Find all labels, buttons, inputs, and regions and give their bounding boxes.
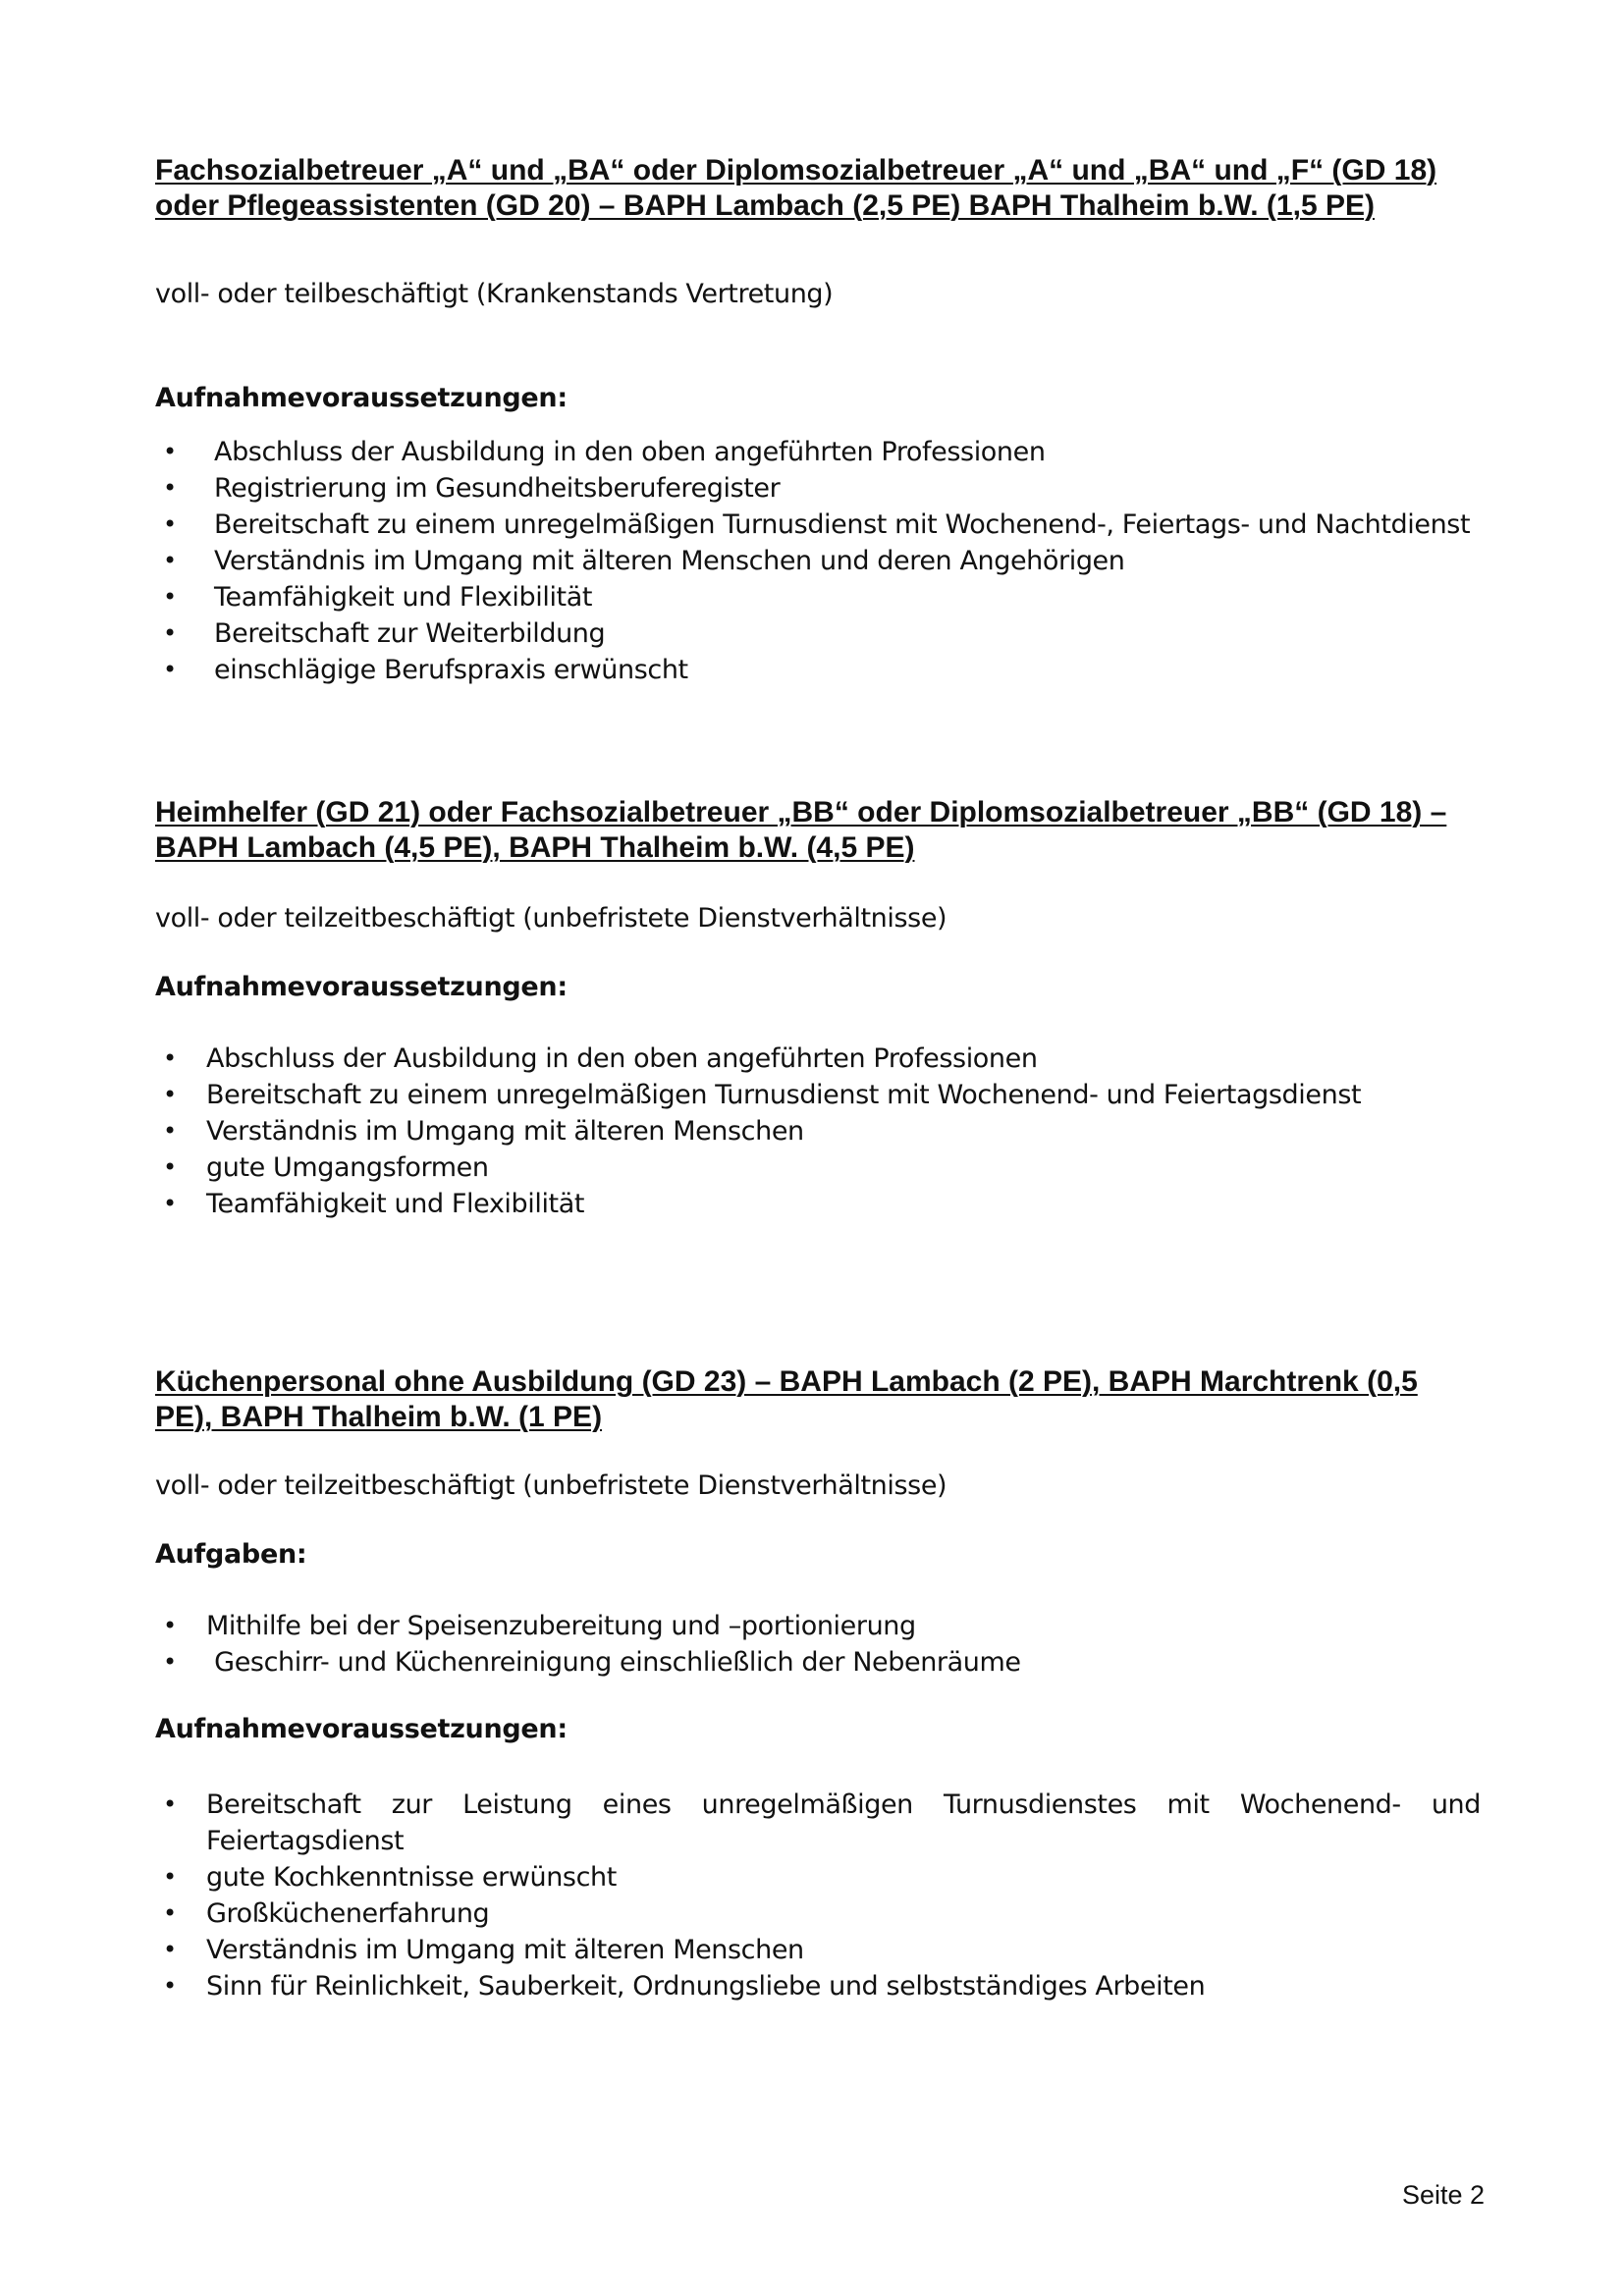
list-item: • Teamfähigkeit und Flexibilität [155,579,1481,615]
requirements-list [155,1041,1481,1222]
list-item: • gute Kochkenntnisse erwünscht [155,1859,1481,1896]
bullet-icon: • [163,1153,177,1181]
bullet-icon: • [163,1790,177,1818]
bullet-icon: • [163,1972,177,2000]
list-item: • Geschirr- und Küchenreinigung einschließlich der Nebenräume [155,1644,1481,1681]
bullet-icon: • [163,438,177,465]
bullet-icon: • [163,547,177,574]
bullet-icon: • [163,1117,177,1145]
list-item: • Großküchenerfahrung [155,1896,1481,1932]
requirements-label: Aufnahmevoraussetzungen: [155,972,568,1002]
bullet-icon: • [163,474,177,502]
bullet-icon: • [163,1044,177,1072]
bullet-icon: • [163,1190,177,1217]
page-number: Seite 2 [1402,2180,1486,2210]
requirements-list [155,1787,1481,2004]
tasks-list [155,1608,1481,1681]
requirements-label: Aufnahmevoraussetzungen: [155,1714,568,1744]
list-item: • einschlägige Berufspraxis erwünscht [155,652,1481,688]
list-item: • Bereitschaft zu einem unregelmäßigen Turnusdienst mit Wochenend-, Feiertags- und Nachtdienst [155,507,1481,543]
bullet-icon: • [163,510,177,538]
bullet-icon: • [163,583,177,611]
list-item: • Bereitschaft zur Weiterbildung [155,615,1481,652]
list-item: • Bereitschaft zur Leistung eines unregelmäßigen Turnusdienstes mit Wochenend- und Feiertagsdienst [155,1787,1481,1859]
bullet-icon: • [163,1612,177,1639]
list-item: • Verständnis im Umgang mit älteren Menschen [155,1113,1481,1149]
tasks-label: Aufgaben: [155,1539,307,1570]
list-item: • Mithilfe bei der Speisenzubereitung und –portionierung [155,1608,1481,1644]
section-heading: Küchenpersonal ohne Ausbildung (GD 23) – BAPH Lambach (2 PE), BAPH Marchtrenk (0,5 PE), BAPH Thalheim b.W. (1 PE) [155,1365,1418,1433]
bullet-icon: • [163,1936,177,1963]
list-item: • Verständnis im Umgang mit älteren Menschen und deren Angehörigen [155,543,1481,579]
list-item: • Sinn für Reinlichkeit, Sauberkeit, Ordnungsliebe und selbstständiges Arbeiten [155,1968,1481,2004]
employment-type: voll- oder teilbeschäftigt (Krankenstands Vertretung) [155,279,834,309]
list-item: • gute Umgangsformen [155,1149,1481,1186]
bullet-icon: • [163,619,177,647]
bullet-icon: • [163,1648,177,1676]
list-item: • Teamfähigkeit und Flexibilität [155,1186,1481,1222]
requirements-list [155,434,1481,688]
employment-type: voll- oder teilzeitbeschäftigt (unbefristete Dienstverhältnisse) [155,903,947,934]
bullet-icon: • [163,1081,177,1108]
bullet-icon: • [163,656,177,683]
section-heading: Fachsozialbetreuer „A“ und „BA“ oder Diplomsozialbetreuer „A“ und „BA“ und „F“ (GD 18) oder Pflegeassistenten (GD 20) – BAPH Lambach (2,5 PE) BAPH Thalheim b.W. (1,5 PE) [155,154,1437,222]
requirements-label: Aufnahmevoraussetzungen: [155,383,568,413]
employment-type: voll- oder teilzeitbeschäftigt (unbefristete Dienstverhältnisse) [155,1470,947,1501]
list-item: • Registrierung im Gesundheitsberuferegister [155,470,1481,507]
list-item: • Bereitschaft zu einem unregelmäßigen Turnusdienst mit Wochenend- und Feiertagsdienst [155,1077,1481,1113]
bullet-icon: • [163,1899,177,1927]
list-item: • Abschluss der Ausbildung in den oben angeführten Professionen [155,1041,1481,1077]
list-item: • Abschluss der Ausbildung in den oben angeführten Professionen [155,434,1481,470]
list-item: • Verständnis im Umgang mit älteren Menschen [155,1932,1481,1968]
section-heading: Heimhelfer (GD 21) oder Fachsozialbetreuer „BB“ oder Diplomsozialbetreuer „BB“ (GD 18) – BAPH Lambach (4,5 PE), BAPH Thalheim b.W. (4,5 PE) [155,796,1447,864]
document-page [155,0,1481,2296]
bullet-icon: • [163,1863,177,1891]
